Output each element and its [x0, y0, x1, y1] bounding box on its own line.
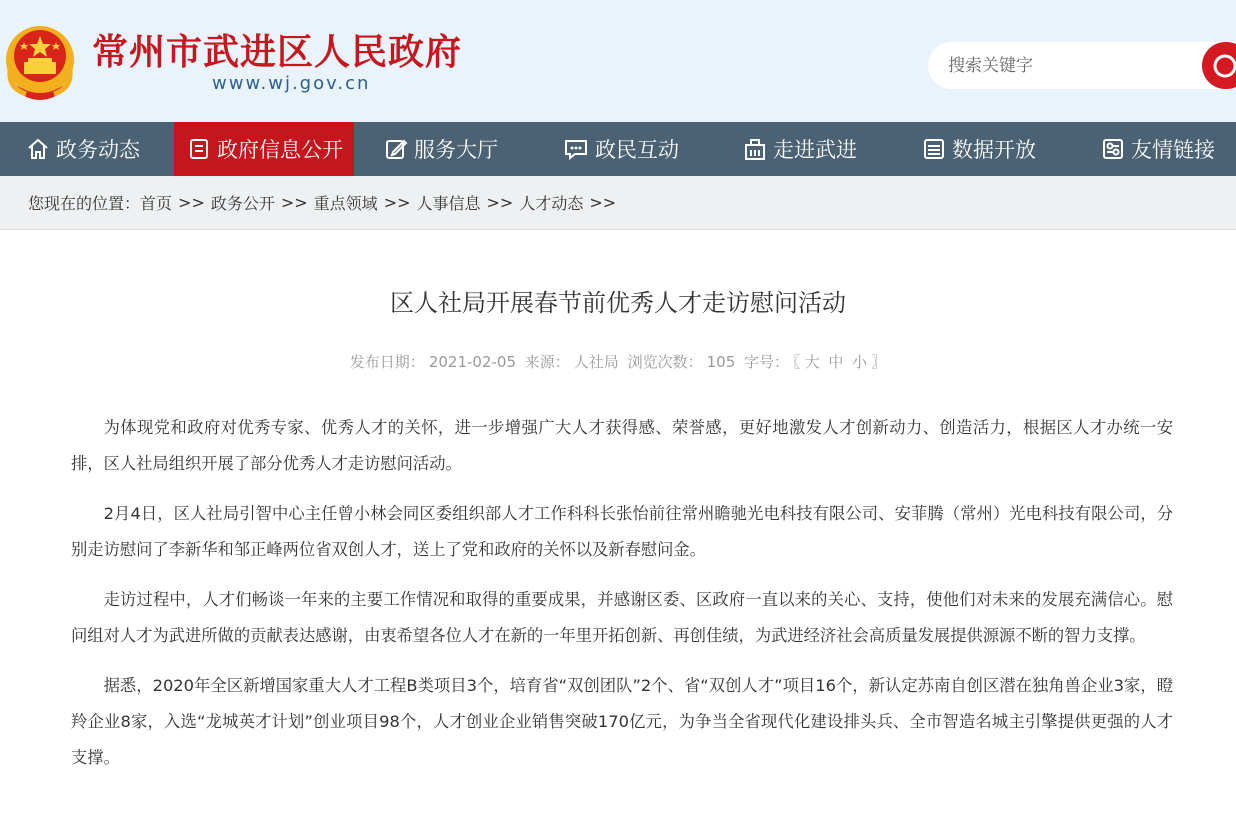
- search-input[interactable]: [948, 53, 1188, 79]
- link-icon: [1101, 137, 1125, 161]
- building-icon: [743, 137, 767, 161]
- article-paragraph: 2月4日，区人社局引智中心主任曾小林会同区委组织部人才工作科科长张怡前往常州瞻驰光电科技有限公司、安菲腾（常州）光电科技有限公司，分别走访慰问了李新华和邹正峰两位省双创人才，送上了党和政府的关怀以及新春慰问金。: [71, 504, 1173, 559]
- breadcrumb-separator: >>: [486, 193, 514, 212]
- nav-item-label: 政府信息公开: [217, 138, 343, 162]
- nav-item-label: 服务大厅: [414, 138, 498, 162]
- breadcrumb-separator: >>: [280, 193, 308, 212]
- breadcrumb-talent-news[interactable]: 人才动态: [519, 194, 584, 213]
- nav-item-label: 政务动态: [56, 138, 140, 162]
- nav-item-service-hall[interactable]: [384, 122, 498, 176]
- breadcrumb: [0, 176, 1236, 230]
- breadcrumb-personnel[interactable]: 人事信息: [416, 194, 481, 213]
- font-size-medium[interactable]: 中: [828, 353, 844, 371]
- source-value: 人社局: [573, 353, 619, 371]
- article-title: 区人社局开展春节前优秀人才走访慰问活动: [390, 289, 846, 317]
- list-icon: [922, 137, 946, 161]
- breadcrumb-gov-affairs[interactable]: 政务公开: [210, 194, 275, 213]
- article-meta: [0, 351, 1236, 372]
- nav-item-info-disclosure[interactable]: [174, 122, 354, 176]
- search-box: [928, 42, 1236, 89]
- breadcrumb-separator: >>: [589, 193, 617, 212]
- font-size-bracket-open: 〖: [793, 353, 801, 371]
- font-size-large[interactable]: 大: [804, 353, 820, 371]
- edit-icon: [384, 137, 408, 161]
- source-label: 来源：: [524, 353, 570, 371]
- article-paragraph: 走访过程中，人才们畅谈一年来的主要工作情况和取得的重要成果，并感谢区委、区政府一直以来的关心、支持，使他们对未来的发展充满信心。慰问组对人才为武进所做的贡献表达感谢，由衷希望各位人才在新的一年里开拓创新、再创佳绩，为武进经济社会高质量发展提供源源不断的智力支撑。: [71, 590, 1173, 645]
- site-url: www.wj.gov.cn: [212, 73, 371, 94]
- breadcrumb-separator: >>: [383, 193, 411, 212]
- article-content: [71, 410, 1173, 790]
- breadcrumb-prefix: 您现在的位置：: [28, 194, 141, 213]
- font-size-bracket-close: 〗: [871, 353, 887, 371]
- breadcrumb-home[interactable]: 首页: [140, 194, 173, 213]
- main-nav: [0, 122, 1236, 176]
- nav-item-label: 走进武进: [773, 138, 857, 162]
- article-paragraph: 为体现党和政府对优秀专家、优秀人才的关怀，进一步增强广大人才获得感、荣誉感，更好地激发人才创新动力、创造活力，根据区人才办统一安排，区人社局组织开展了部分优秀人才走访慰问活动。: [71, 418, 1173, 473]
- document-icon: [187, 137, 211, 161]
- views-count: 105: [706, 353, 736, 371]
- breadcrumb-key-areas[interactable]: 重点领域: [313, 194, 378, 213]
- nav-item-open-data[interactable]: [922, 122, 1036, 176]
- search-icon: [1212, 53, 1236, 79]
- date-label: 发布日期：: [349, 353, 425, 371]
- publish-date: 2021-02-05: [428, 353, 516, 371]
- nav-item-about-wujin[interactable]: [743, 122, 857, 176]
- font-size-label: 字号：: [744, 353, 790, 371]
- article-paragraph: 据悉，2020年全区新增国家重大人才工程B类项目3个，培育省“双创团队”2个、省“双创人才”项目16个，新认定苏南自创区潜在独角兽企业3家，瞪羚企业8家，入选“龙城英才计划”创业项目98个，人才创业企业销售突破170亿元，为争当全省现代化建设排头兵、全市智造名城主引擎提供更强的人才支撑。: [71, 676, 1173, 767]
- national-emblem-icon[interactable]: [2, 22, 78, 104]
- home-icon: [26, 137, 50, 161]
- nav-item-label: 政民互动: [595, 138, 679, 162]
- site-header: [0, 0, 1236, 122]
- nav-item-news[interactable]: [26, 122, 140, 176]
- views-label: 浏览次数：: [627, 353, 703, 371]
- nav-item-interaction[interactable]: [563, 122, 679, 176]
- font-size-small[interactable]: 小: [852, 353, 868, 371]
- nav-item-links[interactable]: [1101, 122, 1215, 176]
- site-title[interactable]: 常州市武进区人民政府: [92, 31, 463, 73]
- breadcrumb-separator: >>: [178, 193, 205, 212]
- chat-icon: [563, 137, 589, 161]
- nav-item-label: 友情链接: [1131, 138, 1215, 162]
- nav-item-label: 数据开放: [952, 138, 1036, 162]
